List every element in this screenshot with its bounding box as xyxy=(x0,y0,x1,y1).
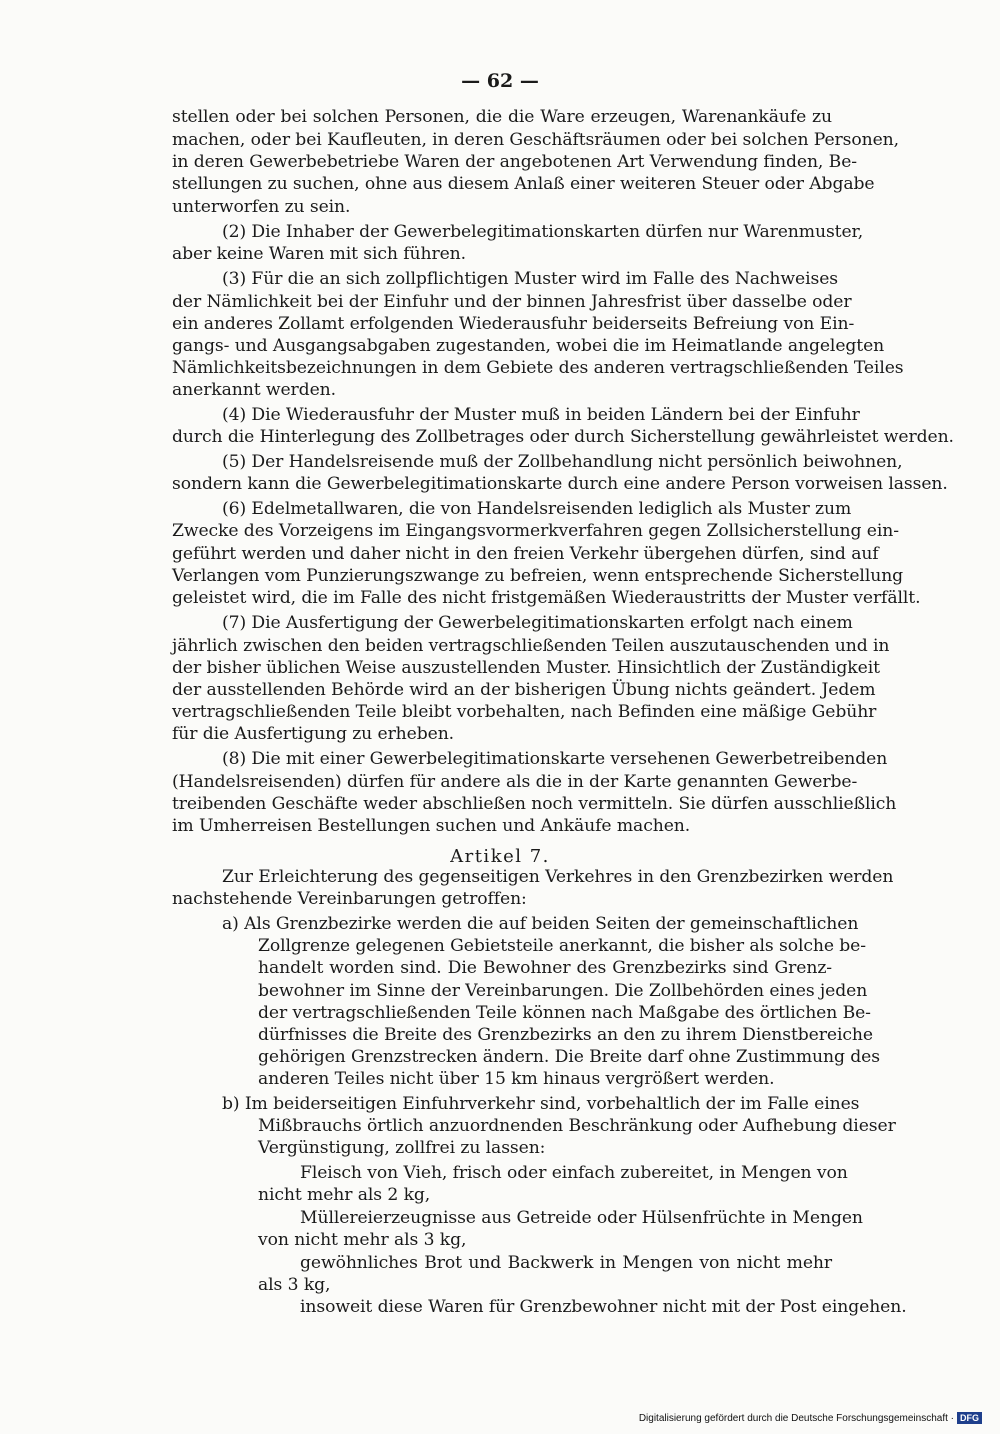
text-line: im Umherreisen Bestellungen suchen und Ankäufe machen. xyxy=(172,816,691,836)
text-line: Zollgrenze gelegenen Gebietsteile anerkannt, die bisher als solche be- xyxy=(258,936,866,956)
text-line: anerkannt werden. xyxy=(172,380,336,400)
text-line: als 3 kg, xyxy=(258,1275,331,1295)
text-line: sondern kann die Gewerbelegitimationskarte durch eine andere Person vorweisen lassen. xyxy=(172,474,948,494)
text-line: Zur Erleichterung des gegenseitigen Verkehres in den Grenzbezirken werden xyxy=(222,867,894,887)
text-line: (7) Die Ausfertigung der Gewerbelegitimationskarten erfolgt nach einem xyxy=(222,613,853,633)
text-line: Zwecke des Vorzeigens im Eingangsvormerkverfahren gegen Zollsicherstellung ein- xyxy=(172,521,899,541)
text-line: bewohner im Sinne der Vereinbarungen. Die Zollbehörden eines jeden xyxy=(258,981,868,1001)
text-line: in deren Gewerbebetriebe Waren der angebotenen Art Verwendung finden, Be- xyxy=(172,152,857,172)
text-line: Vergünstigung, zollfrei zu lassen: xyxy=(258,1138,546,1158)
text-line: (8) Die mit einer Gewerbelegitimationskarte versehenen Gewerbetreibenden xyxy=(222,749,888,769)
text-line: treibenden Geschäfte weder abschließen noch vermitteln. Sie dürfen ausschließlich xyxy=(172,794,897,814)
text-line: (4) Die Wiederausfuhr der Muster muß in beiden Ländern bei der Einfuhr xyxy=(222,405,860,425)
text-line: jährlich zwischen den beiden vertragschließenden Teilen auszutauschenden und in xyxy=(172,636,890,656)
text-line: (Handelsreisenden) dürfen für andere als die in der Karte genannten Gewerbe- xyxy=(172,772,858,792)
text-line: stellungen zu suchen, ohne aus diesem Anlaß einer weiteren Steuer oder Abgabe xyxy=(172,174,875,194)
text-line: aber keine Waren mit sich führen. xyxy=(172,244,466,264)
text-line: der vertragschließenden Teile können nach Maßgabe des örtlichen Be- xyxy=(258,1003,871,1023)
article-heading: Artikel 7. xyxy=(450,846,550,867)
text-line: der Nämlichkeit bei der Einfuhr und der binnen Jahresfrist über dasselbe oder xyxy=(172,292,852,312)
text-line: nicht mehr als 2 kg, xyxy=(258,1185,431,1205)
text-line: Fleisch von Vieh, frisch oder einfach zubereitet, in Mengen von xyxy=(300,1163,848,1183)
text-line: (2) Die Inhaber der Gewerbelegitimationskarten dürfen nur Warenmuster, xyxy=(222,222,864,242)
credit-text: Digitalisierung gefördert durch die Deutsche Forschungsgemeinschaft · xyxy=(638,1412,954,1424)
text-line: der ausstellenden Behörde wird an der bisherigen Übung nichts geändert. Jedem xyxy=(172,680,876,700)
text-line: a) Als Grenzbezirke werden die auf beiden Seiten der gemeinschaftlichen xyxy=(222,914,859,934)
text-line: (5) Der Handelsreisende muß der Zollbehandlung nicht persönlich beiwohnen, xyxy=(222,452,903,472)
text-line: stellen oder bei solchen Personen, die die Ware erzeugen, Warenankäufe zu xyxy=(172,107,832,127)
dfg-logo: DFG xyxy=(957,1412,982,1424)
text-line: gangs- und Ausgangsabgaben zugestanden, wobei die im Heimatlande angelegten xyxy=(172,336,885,356)
text-line: anderen Teiles nicht über 15 km hinaus vergrößert werden. xyxy=(258,1069,775,1089)
text-line: unterworfen zu sein. xyxy=(172,197,351,217)
text-line: ein anderes Zollamt erfolgenden Wiederausfuhr beiderseits Befreiung von Ein- xyxy=(172,314,855,334)
text-line: nachstehende Vereinbarungen getroffen: xyxy=(172,889,527,909)
page-number: — 62 — xyxy=(461,70,539,92)
text-line: (6) Edelmetallwaren, die von Handelsreisenden lediglich als Muster zum xyxy=(222,499,852,519)
text-line: durch die Hinterlegung des Zollbetrages oder durch Sicherstellung gewährleistet werden. xyxy=(172,427,954,447)
text-line: (3) Für die an sich zollpflichtigen Muster wird im Falle des Nachweises xyxy=(222,269,838,289)
text-line: insoweit diese Waren für Grenzbewohner nicht mit der Post eingehen. xyxy=(300,1297,907,1317)
text-line: von nicht mehr als 3 kg, xyxy=(258,1230,467,1250)
text-line: geführt werden und daher nicht in den freien Verkehr übergehen dürfen, sind auf xyxy=(172,544,879,564)
text-line: der bisher üblichen Weise auszustellenden Muster. Hinsichtlich der Zuständigkeit xyxy=(172,658,880,678)
text-line: machen, oder bei Kaufleuten, in deren Geschäftsräumen oder bei solchen Personen, xyxy=(172,130,900,150)
text-line: vertragschließenden Teile bleibt vorbehalten, nach Befinden eine mäßige Gebühr xyxy=(172,702,877,722)
text-line: dürfnisses die Breite des Grenzbezirks an den zu ihrem Dienstbereiche xyxy=(258,1025,873,1045)
text-line: gehörigen Grenzstrecken ändern. Die Breite darf ohne Zustimmung des xyxy=(258,1047,880,1067)
text-line: Nämlichkeitsbezeichnungen in dem Gebiete des anderen vertragschließenden Teiles xyxy=(172,358,904,378)
text-line: Mißbrauchs örtlich anzuordnenden Beschränkung oder Aufhebung dieser xyxy=(258,1116,896,1136)
text-line: für die Ausfertigung zu erheben. xyxy=(172,724,455,744)
digitization-credit xyxy=(639,1412,982,1424)
text-line: Müllereierzeugnisse aus Getreide oder Hülsenfrüchte in Mengen xyxy=(300,1208,863,1228)
text-line: geleistet wird, die im Falle des nicht fristgemäßen Wiederaustritts der Muster verfällt. xyxy=(172,588,921,608)
text-line: Verlangen vom Punzierungszwange zu befreien, wenn entsprechende Sicherstellung xyxy=(172,566,904,586)
text-line: gewöhnliches Brot und Backwerk in Mengen von nicht mehr xyxy=(300,1253,832,1273)
text-line: b) Im beiderseitigen Einfuhrverkehr sind, vorbehaltlich der im Falle eines xyxy=(222,1094,860,1114)
text-line: handelt worden sind. Die Bewohner des Grenzbezirks sind Grenz- xyxy=(258,958,832,978)
